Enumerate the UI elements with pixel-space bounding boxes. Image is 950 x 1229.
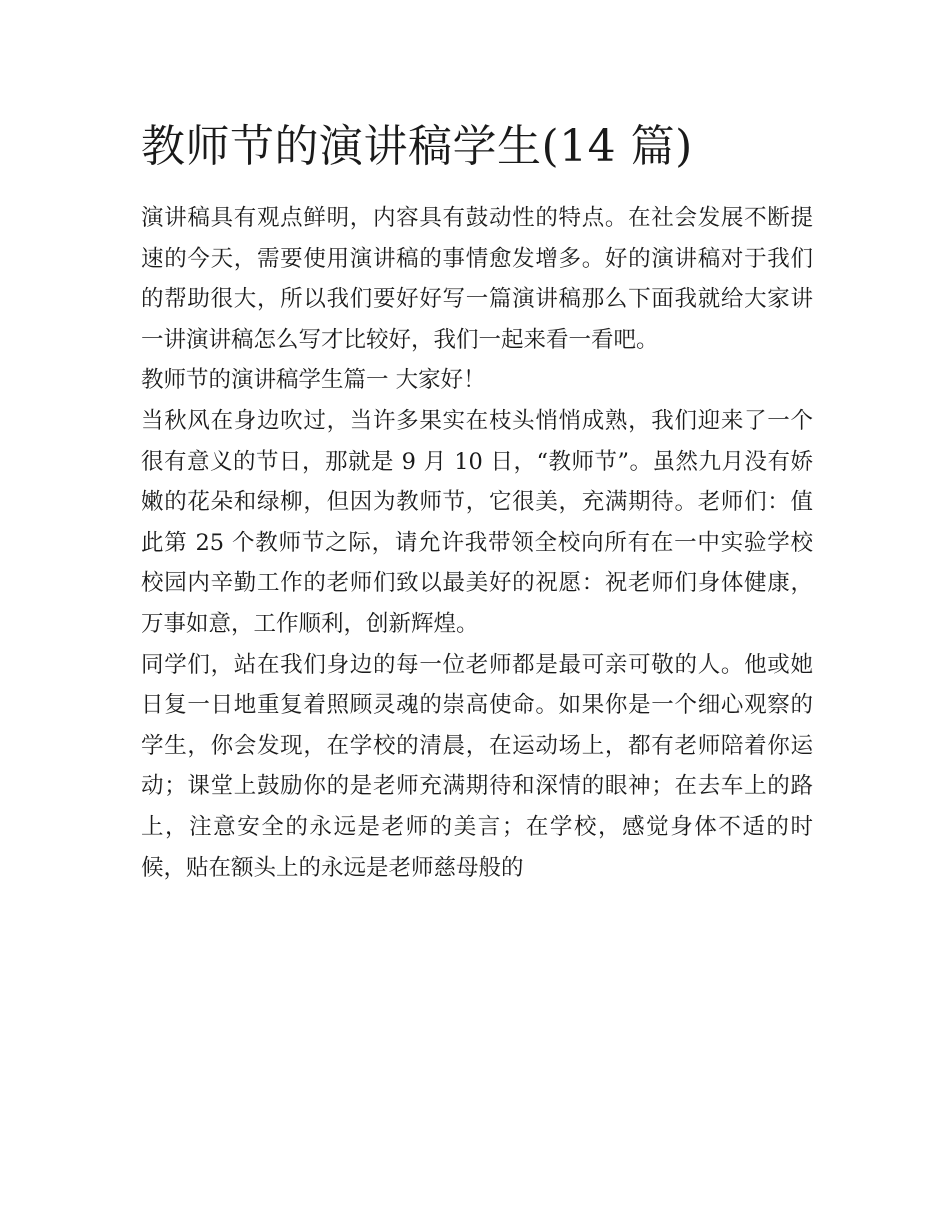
document-title: 教师节的演讲稿学生(14 篇): [141, 121, 693, 172]
speech-heading-paragraph: 教师节的演讲稿学生篇一 大家好！: [141, 367, 486, 394]
body-paragraph: 同学们，站在我们身边的每一位老师都是最可亲可敬的人。他或她日复一日地重复着照顾灵魂的崇高使命。如果你是一个细心观察的学生，你会发现，在学校的清晨，在运动场上，都有老师陪着你运动；课堂上鼓励你的是老师充满期待和深情的眼神；在去车上的路上，注意安全的永远是老师的美言；在学校，感觉身体不适的时候，贴在额头上的永远是老师慈母般的: [141, 651, 813, 881]
intro-paragraph: 演讲稿具有观点鲜明，内容具有鼓动性的特点。在社会发展不断提速的今天，需要使用演讲稿的事情愈发增多。好的演讲稿对于我们的帮助很大，所以我们要好好写一篇演讲稿那么下面我就给大家讲一讲演讲稿怎么写才比较好，我们一起来看一看吧。: [141, 205, 813, 353]
body-paragraph: 当秋风在身边吹过，当许多果实在枝头悄悄成熟，我们迎来了一个很有意义的节日，那就是 9 月 10 日，“教师节”。虽然九月没有娇嫩的花朵和绿柳，但因为教师节，它很美，充满期待。老师们：值此第 25 个教师节之际，请允许我带领全校向所有在一中实验学校校园内辛勤工作的老师们致以最美好的祝愿：祝老师们身体健康，万事如意，工作顺利，创新辉煌。: [141, 407, 813, 637]
document-body: [141, 112, 813, 888]
